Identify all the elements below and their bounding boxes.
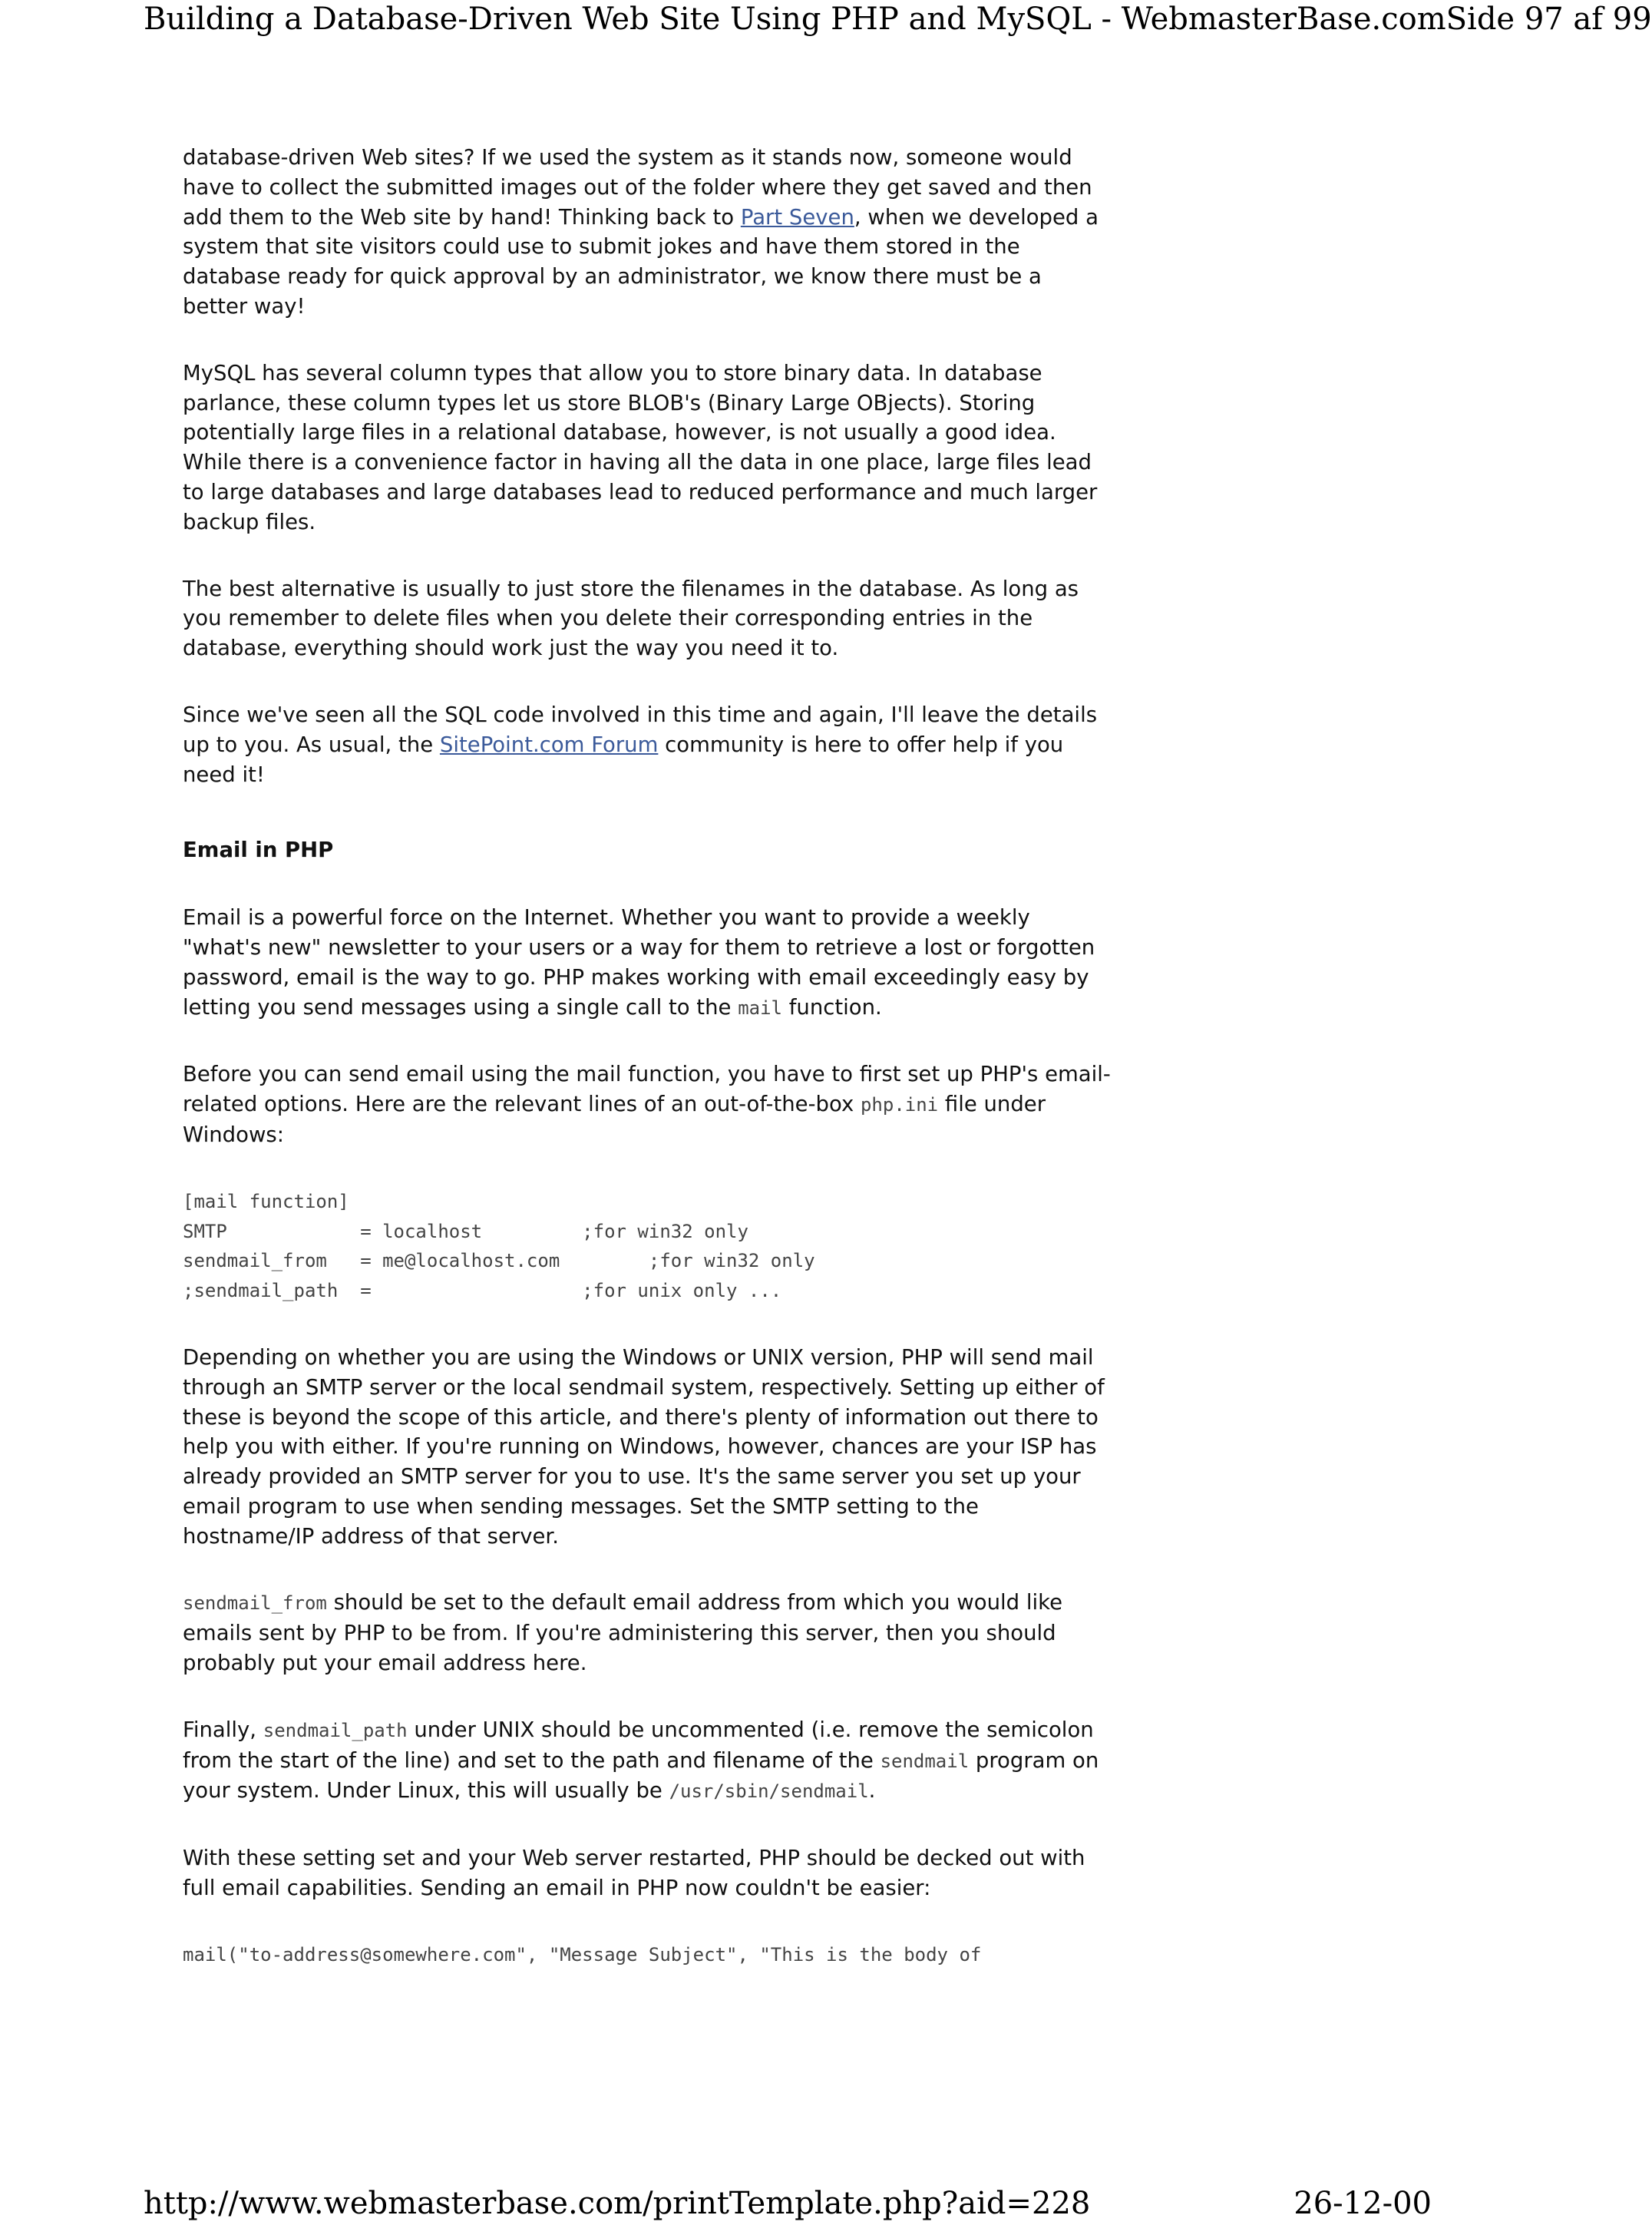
mail-code-block [183, 1940, 1112, 1970]
paragraph-store-filenames: The best alternative is usually to just store the filenames in the database. As long as you remember to delete files when you delete their corresponding entries in the database, everything should work just the way you need it to. [183, 576, 1079, 661]
paragraph-sendmail-path: Finally, sendmail_path under UNIX should be uncommented (i.e. remove the semicolon from the start of the line) and set to the path and filename of the sendmail program on your system. Under Linux, this will usually be /usr/sbin/sendmail. [183, 1717, 1099, 1803]
print-footer [144, 2184, 1432, 2223]
sitepoint-forum-link[interactable]: SitePoint.com Forum [439, 732, 659, 757]
inline-code: php.ini [860, 1094, 939, 1116]
paragraph-email-intro: Email is a powerful force on the Internet. Whether you want to provide a weekly "what's new" newsletter to your users or a way for them to retrieve a lost or forgotten password, email is the way to go. PHP makes working with email exceedingly easy by letting you send messages using a single call to the mail function. [183, 905, 1095, 1020]
inline-code: mail [738, 997, 782, 1019]
paragraph-smtp: Depending on whether you are using the Windows or UNIX version, PHP will send mail through an SMTP server or the local sendmail system, respectively. Setting up either of these is beyond the scope of this article, and there's plenty of information out there to help you with either. If you're running on Windows, however, chances are your ISP has already provided an SMTP server for you to use. It's the same server you set up your email program to use when sending messages. Set the SMTP setting to the hostname/IP address of that server. [183, 1344, 1105, 1549]
page-url: http://www.webmasterbase.com/printTemplate.php?aid=228 [144, 2186, 1091, 2221]
php-ini-code-block [183, 1187, 1112, 1306]
print-date: 26-12-00 [1294, 2186, 1432, 2221]
article-body [183, 143, 1112, 2007]
print-header [144, 0, 1652, 38]
code-line: [mail function] [183, 1190, 349, 1212]
section-heading: Email in PHP [183, 838, 334, 863]
code-line: sendmail_from = me@localhost.com ;for win32 only [183, 1250, 815, 1272]
code-line: SMTP = localhost ;for win32 only [183, 1220, 748, 1242]
paragraph-php-ini: Before you can send email using the mail function, you have to first set up PHP's email-related options. Here are the relevant lines of an out-of-the-box php.ini file under Windows: [183, 1062, 1111, 1147]
part-seven-link[interactable]: Part Seven [740, 204, 854, 230]
code-line: ;sendmail_path = ;for unix only ... [183, 1280, 782, 1302]
inline-code: /usr/sbin/sendmail [669, 1780, 869, 1803]
code-line: mail("to-address@somewhere.com", "Message Subject", "This is the body of [183, 1943, 982, 1965]
page-number: Side 97 af 99 [1446, 2, 1652, 37]
inline-code: sendmail [880, 1750, 970, 1772]
inline-code: sendmail_path [263, 1719, 408, 1741]
paragraph-capabilities: With these setting set and your Web server restarted, PHP should be decked out with full email capabilities. Sending an email in PHP now couldn't be easier: [183, 1846, 1085, 1901]
document-title: Building a Database-Driven Web Site Using PHP and MySQL - WebmasterBase.com [144, 2, 1446, 37]
paragraph-sendmail-from: sendmail_from should be set to the default email address from which you would like emails sent by PHP to be from. If you're administering this server, then you should probably put your email address here. [183, 1590, 1062, 1676]
paragraph-blob-intro: database-driven Web sites? If we used the system as it stands now, someone would have to collect the submitted images out of the folder where they get saved and then add them to the Web site by hand! Thinking back to Part Seven, when we developed a system that site visitors could use to submit jokes and have them stored in the database ready for quick approval by an administrator, we know there must be a better way! [183, 145, 1099, 319]
paragraph-blob-types: MySQL has several column types that allow you to store binary data. In database parlance, these column types let us store BLOB's (Binary Large OBjects). Storing potentially large files in a relational database, however, is not usually a good idea. While there is a convenience factor in having all the data in one place, large files lead to large databases and large databases lead to reduced performance and much larger backup files. [183, 360, 1098, 534]
inline-code: sendmail_from [183, 1592, 327, 1615]
paragraph-forum: Since we've seen all the SQL code involved in this time and again, I'll leave the details up to you. As usual, the SitePoint.com Forum community is here to offer help if you need it! [183, 702, 1098, 787]
